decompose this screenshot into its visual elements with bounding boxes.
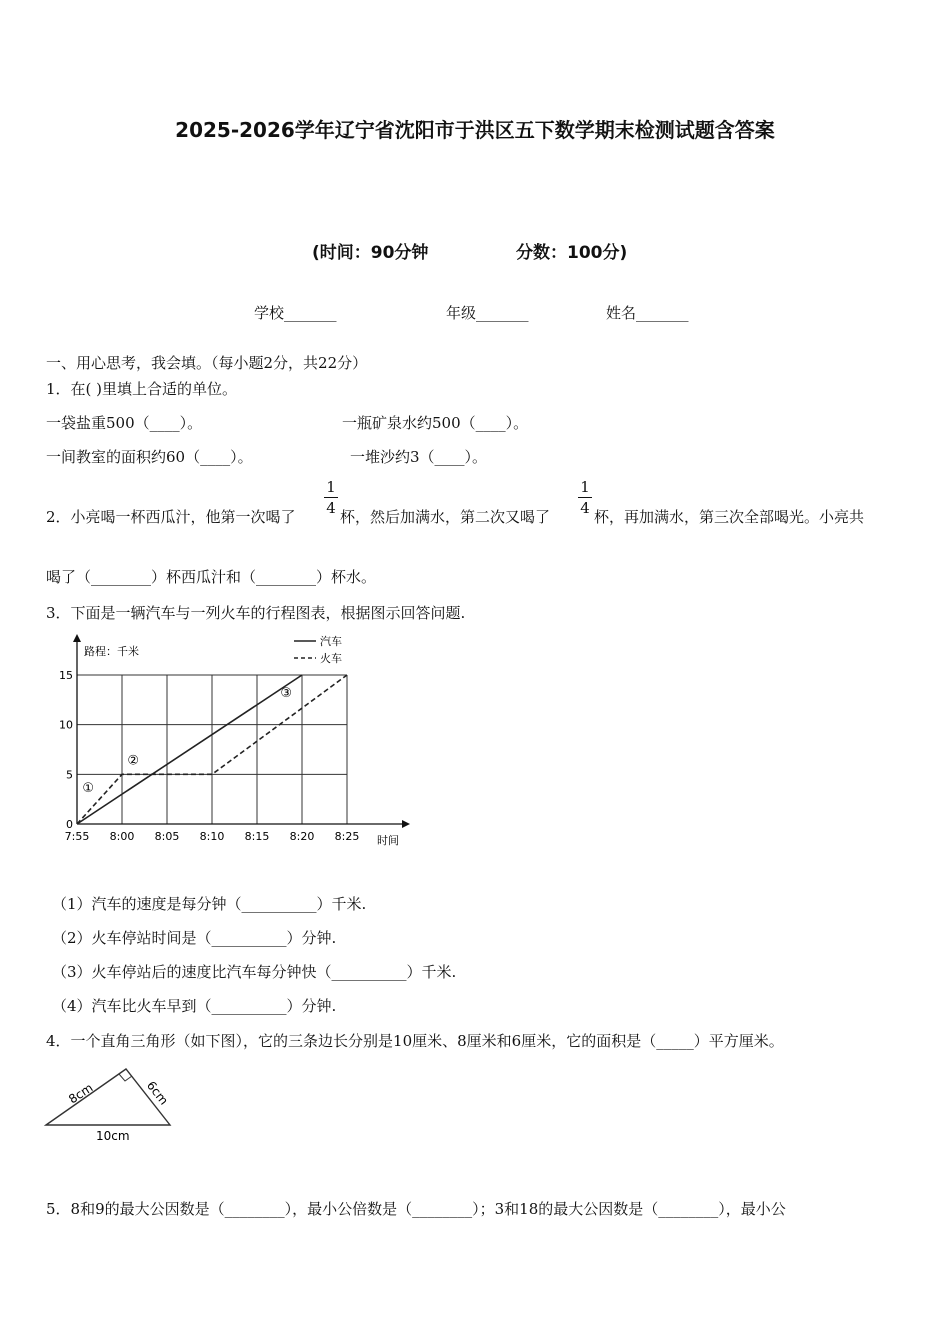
side-label-10cm: 10cm (96, 1129, 130, 1143)
annotation-label: ① (82, 781, 95, 797)
chart-axes (73, 634, 410, 828)
q3-stem: 3．下面是一辆汽车与一列火车的行程图表，根据图示回答问题. (46, 604, 466, 622)
fraction-numerator: 1 (580, 478, 590, 496)
fraction-bar (578, 497, 592, 498)
y-tick-label: 0 (66, 818, 73, 831)
q4-stem: 4．一个直角三角形（如下图），它的三条边长分别是10厘米、8厘米和6厘米，它的面积是（_____）平方厘米。 (46, 1032, 784, 1050)
x-tick-label: 8:00 (109, 830, 135, 843)
travel-chart (40, 630, 420, 855)
annotation-label: ② (127, 753, 140, 769)
q1-item-c: 一间教室的面积约60（____）。 (46, 448, 253, 466)
x-tick-labels (65, 830, 360, 843)
q2-text-part3: 杯，再加满水，第三次全部喝光。小亮共 (594, 508, 865, 526)
q3-sub-3: （3）火车停站后的速度比汽车每分钟快（__________）千米. (52, 963, 457, 981)
legend-label: 汽车 (320, 635, 342, 648)
q1-item-d: 一堆沙约3（____）。 (350, 448, 488, 466)
x-tick-label: 8:25 (334, 830, 360, 843)
side-label-8cm: 8cm (66, 1080, 96, 1107)
exam-time: (时间：90分钟 (312, 243, 429, 263)
side-label-6cm: 6cm (143, 1078, 171, 1108)
q2-line2: 喝了（________）杯西瓜汁和（________）杯水。 (46, 568, 377, 586)
q2-fraction-1 (324, 478, 338, 517)
exam-score: 分数：100分) (516, 243, 628, 263)
y-tick-labels (59, 669, 73, 831)
name-field[interactable]: 姓名_______ (606, 304, 689, 322)
legend-label: 火车 (320, 652, 342, 665)
fraction-denominator: 4 (326, 499, 336, 517)
y-tick-label: 5 (66, 768, 73, 782)
y-tick-label: 15 (59, 669, 73, 682)
y-tick-label: 10 (59, 718, 73, 732)
x-tick-label: 8:20 (289, 830, 315, 843)
x-tick-label: 8:15 (244, 830, 270, 843)
chart-legend (294, 635, 342, 665)
fraction-bar (324, 497, 338, 498)
x-tick-label: 8:10 (199, 830, 225, 843)
q2-fraction-2 (578, 478, 592, 517)
q1-item-a: 一袋盐重500（____）。 (46, 414, 203, 432)
fraction-numerator: 1 (326, 478, 336, 496)
q3-sub-2: （2）火车停站时间是（__________）分钟. (52, 929, 337, 947)
q3-sub-4: （4）汽车比火车早到（__________）分钟. (52, 997, 337, 1015)
y-axis-label: 路程：千米 (84, 645, 139, 658)
grade-field[interactable]: 年级_______ (446, 304, 529, 322)
chart-grid (77, 675, 347, 824)
triangle-shape (46, 1069, 170, 1125)
school-field[interactable]: 学校_______ (254, 304, 337, 322)
fraction-denominator: 4 (580, 499, 590, 517)
y-axis-arrow (73, 634, 81, 642)
right-triangle-figure (40, 1060, 190, 1150)
x-axis-arrow (402, 820, 410, 828)
q3-sub-1: （1）汽车的速度是每分钟（__________）千米. (52, 895, 367, 913)
x-tick-label: 8:05 (154, 830, 180, 843)
page-title: 2025-2026学年辽宁省沈阳市于洪区五下数学期末检测试题含答案 (175, 118, 775, 142)
series-line-汽车 (77, 675, 302, 824)
q1-stem: 1．在( )里填上合适的单位。 (46, 380, 238, 398)
q2-text-part1: 2．小亮喝一杯西瓜汁，他第一次喝了 (46, 508, 296, 526)
q2-text-part2: 杯，然后加满水，第二次又喝了 (340, 508, 551, 526)
q1-item-b: 一瓶矿泉水约500（____）。 (342, 414, 529, 432)
x-axis-label: 时间 (377, 834, 399, 847)
annotation-label: ③ (280, 685, 293, 701)
section-1-heading: 一、用心思考，我会填。（每小题2分，共22分） (46, 354, 368, 372)
x-tick-label: 7:55 (64, 830, 90, 843)
q5-stem: 5．8和9的最大公因数是（________），最小公倍数是（________）；3和18的最大公因数是（________），最小公 (46, 1200, 786, 1218)
